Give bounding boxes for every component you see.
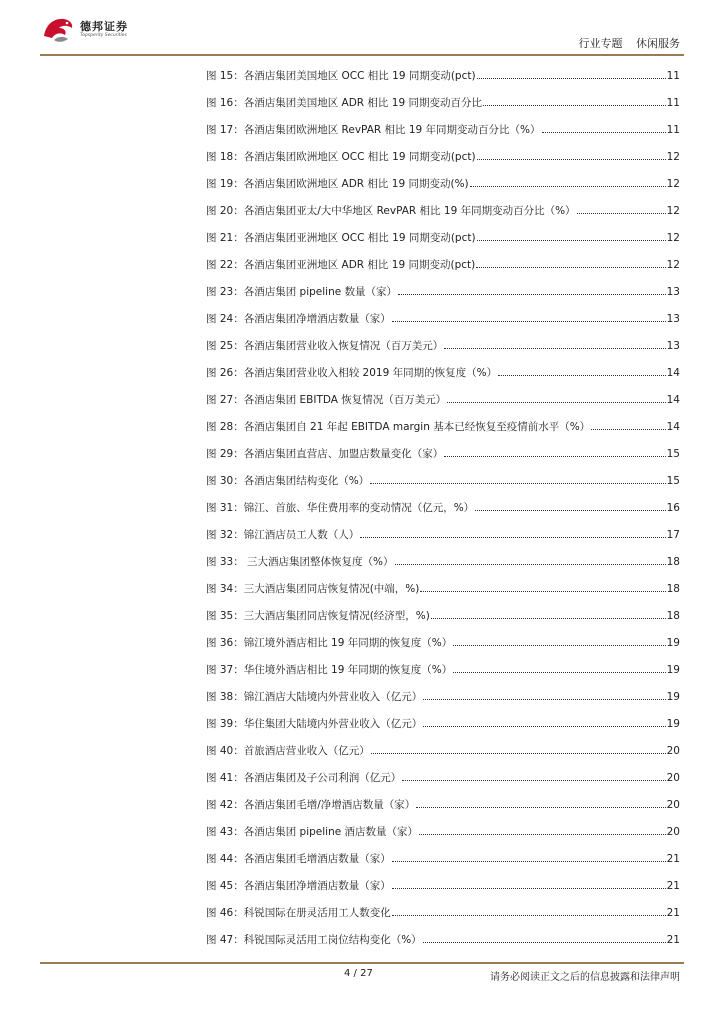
toc-entry[interactable] <box>206 467 680 494</box>
toc-entry[interactable] <box>206 818 680 845</box>
toc-entry-page: 21 <box>666 906 680 919</box>
toc-dot-leader <box>591 429 665 430</box>
toc-entry[interactable] <box>206 926 680 953</box>
toc-entry-title: 图 39：华住集团大陆境内外营业收入（亿元） <box>206 718 423 730</box>
toc-entry-page: 21 <box>666 852 680 865</box>
toc-entry-page: 16 <box>666 501 680 514</box>
toc-entry-title: 图 19：各酒店集团欧洲地区 ADR 相比 19 同期变动(%) <box>206 178 469 190</box>
toc-entry-title: 图 24：各酒店集团净增酒店数量（家） <box>206 313 391 325</box>
legal-disclaimer: 请务必阅读正文之后的信息披露和法律声明 <box>490 972 680 983</box>
toc-entry-page: 17 <box>666 528 680 541</box>
toc-entry-title: 图 31：锦江、首旅、华住费用率的变动情况（亿元，%） <box>206 502 475 514</box>
toc-entry[interactable] <box>206 872 680 899</box>
toc-entry-title: 图 23：各酒店集团 pipeline 数量（家） <box>206 286 398 298</box>
toc-entry-page: 20 <box>666 798 680 811</box>
toc-entry-title: 图 35：三大酒店集团同店恢复情况(经济型，%) <box>206 610 430 622</box>
toc-dot-leader <box>447 402 665 403</box>
toc-dot-leader <box>453 645 665 646</box>
report-category <box>579 35 681 51</box>
toc-entry-page: 13 <box>666 339 680 352</box>
toc-entry-page: 11 <box>666 123 680 136</box>
toc-dot-leader <box>420 591 665 592</box>
toc-entry[interactable] <box>206 359 680 386</box>
toc-entry[interactable] <box>206 602 680 629</box>
toc-entry-page: 19 <box>666 663 680 676</box>
toc-entry-page: 11 <box>666 96 680 109</box>
toc-dot-leader <box>370 483 665 484</box>
toc-entry-title: 图 27：各酒店集团 EBITDA 恢复情况（百万美元） <box>206 394 447 406</box>
toc-entry[interactable] <box>206 413 680 440</box>
toc-entry-page: 18 <box>666 555 680 568</box>
toc-entry-title: 图 40：首旅酒店营业收入（亿元） <box>206 745 370 757</box>
toc-entry-page: 12 <box>666 177 680 190</box>
company-logo <box>40 14 128 44</box>
toc-entry-page: 13 <box>666 312 680 325</box>
toc-entry[interactable] <box>206 224 680 251</box>
toc-entry-page: 15 <box>666 474 680 487</box>
toc-dot-leader <box>475 510 665 511</box>
toc-entry-page: 12 <box>666 204 680 217</box>
toc-entry-title: 图 42：各酒店集团毛增/净增酒店数量（家） <box>206 799 416 811</box>
toc-entry-title: 图 43：各酒店集团 pipeline 酒店数量（家） <box>206 826 419 838</box>
toc-entry-title: 图 21：各酒店集团亚洲地区 OCC 相比 19 同期变动(pct) <box>206 232 476 244</box>
toc-entry[interactable] <box>206 494 680 521</box>
toc-entry-title: 图 32：锦江酒店员工人数（人） <box>206 529 360 541</box>
toc-entry[interactable] <box>206 575 680 602</box>
toc-entry-title: 图 22：各酒店集团亚洲地区 ADR 相比 19 同期变动(pct) <box>206 259 476 271</box>
toc-dot-leader <box>431 618 666 619</box>
toc-dot-leader <box>498 375 666 376</box>
toc-entry[interactable] <box>206 548 680 575</box>
toc-entry-title: 图 45：各酒店集团净增酒店数量（家） <box>206 880 391 892</box>
toc-entry-title: 图 28：各酒店集团自 21 年起 EBITDA margin 基本已经恢复至疫情前水平（%） <box>206 421 591 433</box>
toc-entry-title: 图 33： 三大酒店集团整体恢复度（%） <box>206 556 394 568</box>
header-divider <box>40 54 684 56</box>
toc-dot-leader <box>577 213 666 214</box>
toc-entry-title: 图 44：各酒店集团毛增酒店数量（家） <box>206 853 391 865</box>
toc-entry-page: 19 <box>666 690 680 703</box>
page-number: 4 / 27 <box>344 968 373 979</box>
toc-entry[interactable] <box>206 197 680 224</box>
toc-entry[interactable] <box>206 332 680 359</box>
toc-entry-page: 19 <box>666 636 680 649</box>
toc-entry-title: 图 17：各酒店集团欧洲地区 RevPAR 相比 19 年同期变动百分比（%） <box>206 124 541 136</box>
report-type: 行业专题 <box>578 37 623 50</box>
toc-entry[interactable] <box>206 845 680 872</box>
toc-entry-title: 图 16：各酒店集团美国地区 ADR 相比 19 同期变动百分比 <box>206 97 482 109</box>
toc-dot-leader <box>398 294 666 295</box>
toc-entry-title: 图 38：锦江酒店大陆境内外营业收入（亿元） <box>206 691 423 703</box>
toc-dot-leader <box>483 105 666 106</box>
sector-name: 休闲服务 <box>636 37 680 50</box>
logo-english-name: Topsperity Securities <box>80 32 127 38</box>
toc-entry[interactable] <box>206 116 680 143</box>
toc-entry-page: 14 <box>666 393 680 406</box>
toc-entry-page: 11 <box>666 69 680 82</box>
toc-entry[interactable] <box>206 251 680 278</box>
toc-entry-title: 图 15：各酒店集团美国地区 OCC 相比 19 同期变动(pct) <box>206 70 476 82</box>
footer-divider <box>40 962 684 964</box>
toc-dot-leader <box>477 159 666 160</box>
toc-entry-page: 20 <box>666 744 680 757</box>
toc-dot-leader <box>423 726 665 727</box>
toc-dot-leader <box>476 267 665 268</box>
toc-entry[interactable] <box>206 386 680 413</box>
toc-entry-page: 19 <box>666 717 680 730</box>
toc-dot-leader <box>477 78 666 79</box>
toc-entry-title: 图 46：科锐国际在册灵活用工人数变化 <box>206 907 391 919</box>
toc-entry-title: 图 25：各酒店集团营业收入恢复情况（百万美元） <box>206 340 444 352</box>
toc-entry-title: 图 37：华住境外酒店相比 19 年同期的恢复度（%） <box>206 664 453 676</box>
toc-entry-page: 14 <box>666 366 680 379</box>
toc-dot-leader <box>444 348 665 349</box>
toc-entry-page: 20 <box>666 825 680 838</box>
toc-entry-title: 图 36：锦江境外酒店相比 19 年同期的恢复度（%） <box>206 637 453 649</box>
toc-entry[interactable] <box>206 791 680 818</box>
toc-entry-page: 21 <box>666 933 680 946</box>
toc-dot-leader <box>470 186 666 187</box>
toc-entry-page: 12 <box>666 150 680 163</box>
toc-entry[interactable] <box>206 629 680 656</box>
toc-dot-leader <box>423 942 666 943</box>
toc-dot-leader <box>371 753 666 754</box>
toc-entry-page: 12 <box>666 258 680 271</box>
toc-dot-leader <box>542 132 666 133</box>
toc-dot-leader <box>402 780 665 781</box>
toc-entry[interactable] <box>206 170 680 197</box>
toc-entry-page: 15 <box>666 447 680 460</box>
toc-dot-leader <box>453 672 665 673</box>
toc-entry-page: 20 <box>666 771 680 784</box>
toc-dot-leader <box>392 888 666 889</box>
toc-dot-leader <box>392 321 666 322</box>
toc-dot-leader <box>423 699 665 700</box>
page-header <box>0 0 724 56</box>
toc-entry-page: 13 <box>666 285 680 298</box>
figure-list <box>206 62 680 953</box>
toc-entry-title: 图 20：各酒店集团亚太/大中华地区 RevPAR 相比 19 年同期变动百分比（%） <box>206 205 576 217</box>
toc-entry[interactable] <box>206 278 680 305</box>
toc-entry-title: 图 18：各酒店集团欧洲地区 OCC 相比 19 同期变动(pct) <box>206 151 476 163</box>
toc-dot-leader <box>392 915 666 916</box>
toc-entry-page: 18 <box>666 609 680 622</box>
toc-dot-leader <box>477 240 666 241</box>
toc-dot-leader <box>395 564 666 565</box>
toc-dot-leader <box>419 834 666 835</box>
toc-entry[interactable] <box>206 89 680 116</box>
toc-entry-page: 18 <box>666 582 680 595</box>
toc-entry[interactable] <box>206 710 680 737</box>
toc-entry[interactable] <box>206 440 680 467</box>
toc-entry[interactable] <box>206 683 680 710</box>
toc-entry[interactable] <box>206 737 680 764</box>
toc-entry[interactable] <box>206 764 680 791</box>
toc-entry-title: 图 26：各酒店集团营业收入相较 2019 年同期的恢复度（%） <box>206 367 498 379</box>
toc-entry[interactable] <box>206 62 680 89</box>
toc-entry[interactable] <box>206 305 680 332</box>
toc-entry[interactable] <box>206 521 680 548</box>
toc-entry[interactable] <box>206 656 680 683</box>
toc-entry[interactable] <box>206 143 680 170</box>
toc-dot-leader <box>444 456 665 457</box>
logo-chinese-name: 德邦证券 <box>80 19 128 33</box>
toc-entry-title: 图 29：各酒店集团直营店、加盟店数量变化（家） <box>206 448 444 460</box>
toc-dot-leader <box>360 537 665 538</box>
toc-entry-title: 图 41：各酒店集团及子公司利润（亿元） <box>206 772 402 784</box>
toc-entry-page: 12 <box>666 231 680 244</box>
toc-entry-title: 图 47：科锐国际灵活用工岗位结构变化（%） <box>206 934 422 946</box>
dragon-logo-icon <box>40 14 76 44</box>
toc-entry-page: 14 <box>666 420 680 433</box>
toc-entry-title: 图 30：各酒店集团结构变化（%） <box>206 475 370 487</box>
toc-dot-leader <box>392 861 666 862</box>
toc-entry-title: 图 34：三大酒店集团同店恢复情况(中端，%) <box>206 583 420 595</box>
toc-entry-page: 21 <box>666 879 680 892</box>
toc-dot-leader <box>416 807 665 808</box>
toc-entry[interactable] <box>206 899 680 926</box>
